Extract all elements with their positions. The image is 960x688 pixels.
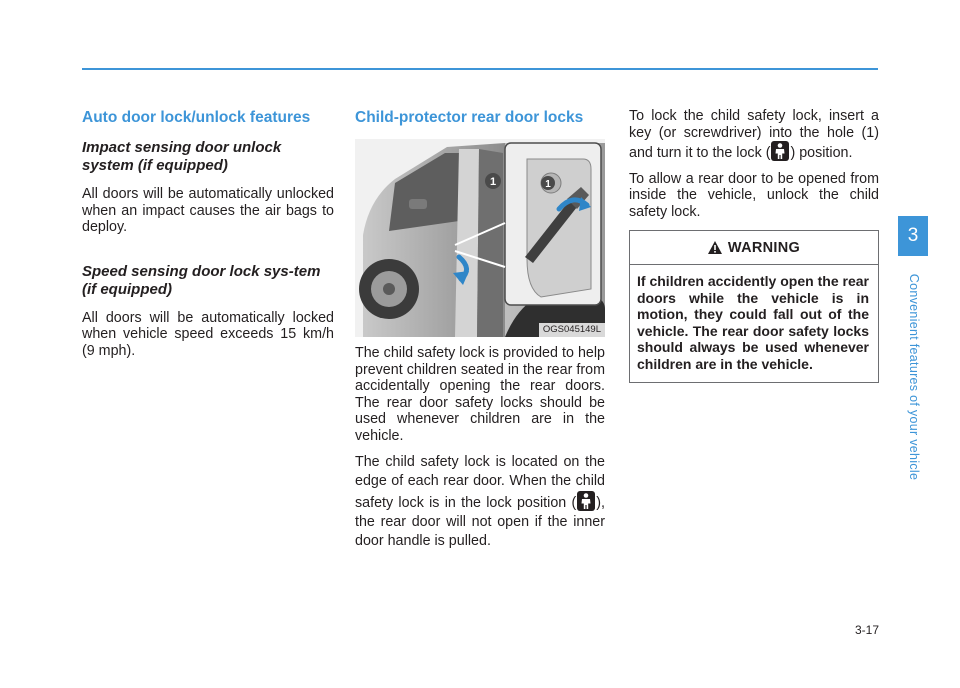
door-illustration-drawing xyxy=(355,139,605,337)
section-heading-auto-door-lock: Auto door lock/unlock features xyxy=(82,109,311,126)
paragraph-unlock-instructions: To allow a rear door to be opened from inside the vehicle, unlock the child safety lock. xyxy=(629,170,879,220)
paragraph-speed-sensing: All doors will be automatically locked when vehicle speed exceeds 15 km/h (9 mph). xyxy=(82,309,334,359)
callout-1-left: 1 xyxy=(489,176,497,188)
page-number: 3-17 xyxy=(854,623,879,637)
paragraph-lock-instructions xyxy=(629,108,879,162)
paragraph-impact-sensing: All doors will be automatically unlocked when an impact causes the air bags to deploy. xyxy=(82,186,334,235)
figure-code: OGS045149L xyxy=(539,323,605,337)
paragraph-child-lock-purpose: The child safety lock is provided to help prevent children seated in the rear from accidentally opening the rear doors. The rear door safety locks should be used whenever children are in the vehicle. xyxy=(355,345,605,444)
top-rule xyxy=(82,68,878,70)
chapter-tab xyxy=(898,216,928,256)
column-auto-door-lock xyxy=(82,108,334,368)
chapter-title: Convenient features of your vehicle xyxy=(907,273,921,481)
warning-box xyxy=(629,230,879,383)
paragraph-child-lock-location-part2: ), the rear door will not open if the inner door handle is pulled. xyxy=(355,495,605,549)
paragraph-lock-instructions-part1: To lock the child safety lock, insert a key (or screwdriver) into the hole (1) and turn it to the lock ( xyxy=(629,108,879,161)
door-illustration xyxy=(355,139,605,337)
warning-title: WARNING xyxy=(727,239,801,256)
paragraph-lock-instructions-part2: ) position. xyxy=(790,145,853,161)
child-lock-icon xyxy=(771,141,789,161)
section-heading-child-protector: Child-protector rear door locks xyxy=(355,109,584,126)
child-lock-icon xyxy=(577,491,595,511)
subheading-impact-sensing: Impact sensing door unlock system (if equipped) xyxy=(82,139,282,174)
warning-header xyxy=(630,231,878,265)
chapter-number: 3 xyxy=(907,225,919,246)
paragraph-child-lock-location-part1: The child safety lock is located on the edge of each rear door. When the child safety lock is in the lock position ( xyxy=(355,454,605,511)
subheading-speed-sensing: Speed sensing door lock sys-tem (if equipped) xyxy=(82,262,321,298)
chapter-side-label xyxy=(906,262,922,492)
warning-triangle-icon xyxy=(708,241,722,254)
callout-1-inset: 1 xyxy=(545,179,551,190)
paragraph-child-lock-location xyxy=(355,453,605,551)
warning-text: If children accidently open the rear doors while the vehicle is in motion, they could fall out of the vehicle. The rear door safety locks should always be used whenever children are in the vehicle. xyxy=(637,273,869,372)
column-lock-instructions xyxy=(629,108,879,383)
column-child-protector xyxy=(355,108,605,560)
